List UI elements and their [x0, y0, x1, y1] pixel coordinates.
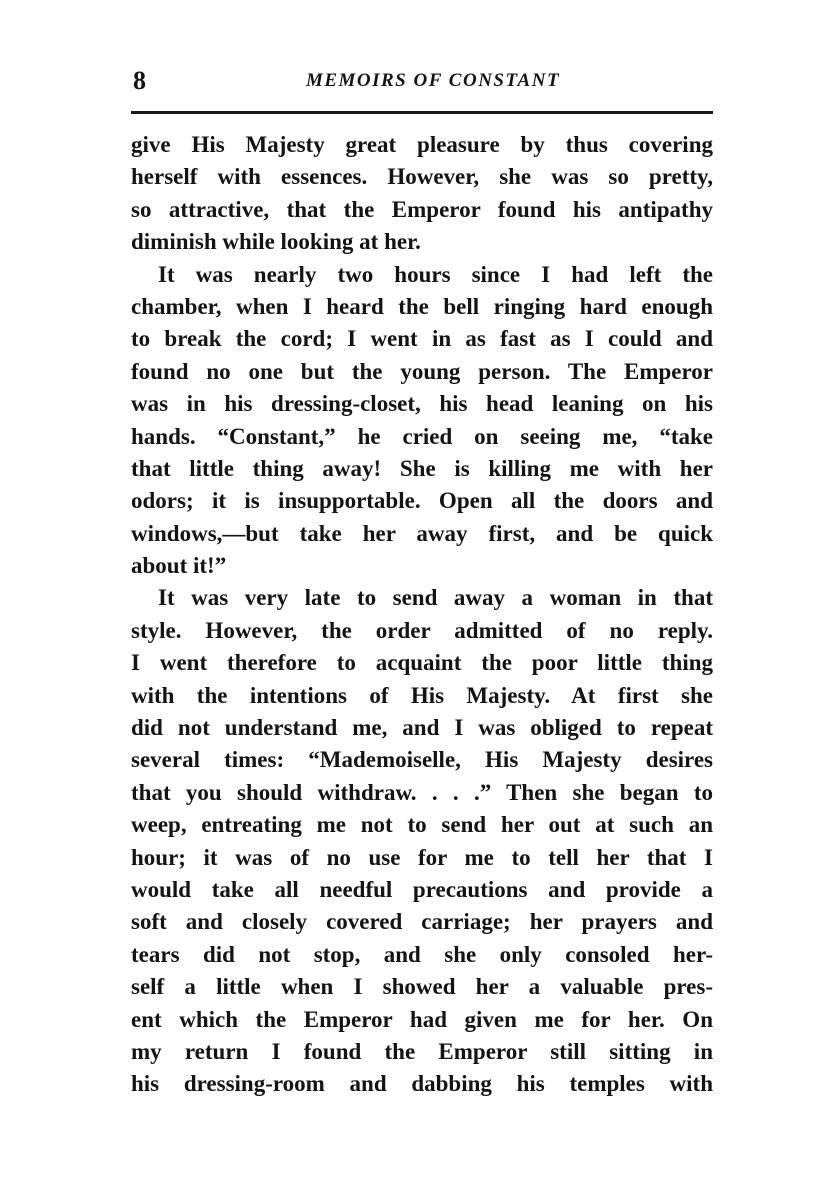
text-line: his dressing-room and dabbing his temples with — [131, 1071, 713, 1097]
text-line: It was nearly two hours since I had left the — [158, 261, 713, 287]
text-line: herself with essences. However, she was so pretty, — [131, 164, 713, 190]
text-line: would take all needful precautions and provide a — [131, 876, 713, 902]
text-line: tears did not stop, and she only consoled her- — [131, 941, 713, 967]
text-line: soft and closely covered carriage; her prayers and — [131, 909, 713, 935]
text-line: It was very late to send away a woman in that — [158, 585, 713, 611]
text-line: several times: “Mademoiselle, His Majesty desires — [131, 747, 713, 773]
text-line: I went therefore to acquaint the poor little thing — [131, 650, 713, 676]
header-rule — [131, 111, 713, 114]
text-line: windows,—but take her away first, and be quick — [131, 520, 713, 546]
running-title: MEMOIRS OF CONSTANT — [305, 70, 561, 91]
text-line: with the intentions of His Majesty. At first she — [131, 682, 713, 708]
page-number: 8 — [133, 66, 146, 95]
text-line: my return I found the Emperor still sitting in — [131, 1038, 713, 1064]
text-line: ent which the Emperor had given me for her. On — [131, 1006, 713, 1032]
running-head — [133, 66, 713, 100]
text-line: odors; it is insupportable. Open all the doors and — [131, 488, 713, 514]
text-line: that you should withdraw. . . .” Then she began to — [131, 779, 713, 805]
text-line: weep, entreating me not to send her out at such an — [131, 812, 713, 838]
text-line: diminish while looking at her. — [131, 229, 421, 255]
text-line: was in his dressing-closet, his head leaning on his — [131, 391, 713, 417]
text-line: did not understand me, and I was obliged to repeat — [131, 715, 713, 741]
text-line: to break the cord; I went in as fast as I could and — [131, 326, 713, 352]
text-line: self a little when I showed her a valuable pres- — [131, 974, 713, 1000]
text-line: that little thing away! She is killing me with her — [131, 455, 713, 481]
text-line: hands. “Constant,” he cried on seeing me, “take — [131, 423, 713, 449]
text-line: hour; it was of no use for me to tell her that I — [131, 844, 713, 870]
text-line: give His Majesty great pleasure by thus covering — [131, 132, 713, 157]
body-text — [131, 129, 713, 1101]
text-line: chamber, when I heard the bell ringing hard enough — [131, 293, 713, 319]
text-line: found no one but the young person. The Emperor — [131, 358, 713, 384]
text-line: style. However, the order admitted of no reply. — [131, 617, 713, 643]
text-line: so attractive, that the Emperor found his antipathy — [131, 196, 713, 222]
text-line: about it!” — [131, 553, 227, 579]
